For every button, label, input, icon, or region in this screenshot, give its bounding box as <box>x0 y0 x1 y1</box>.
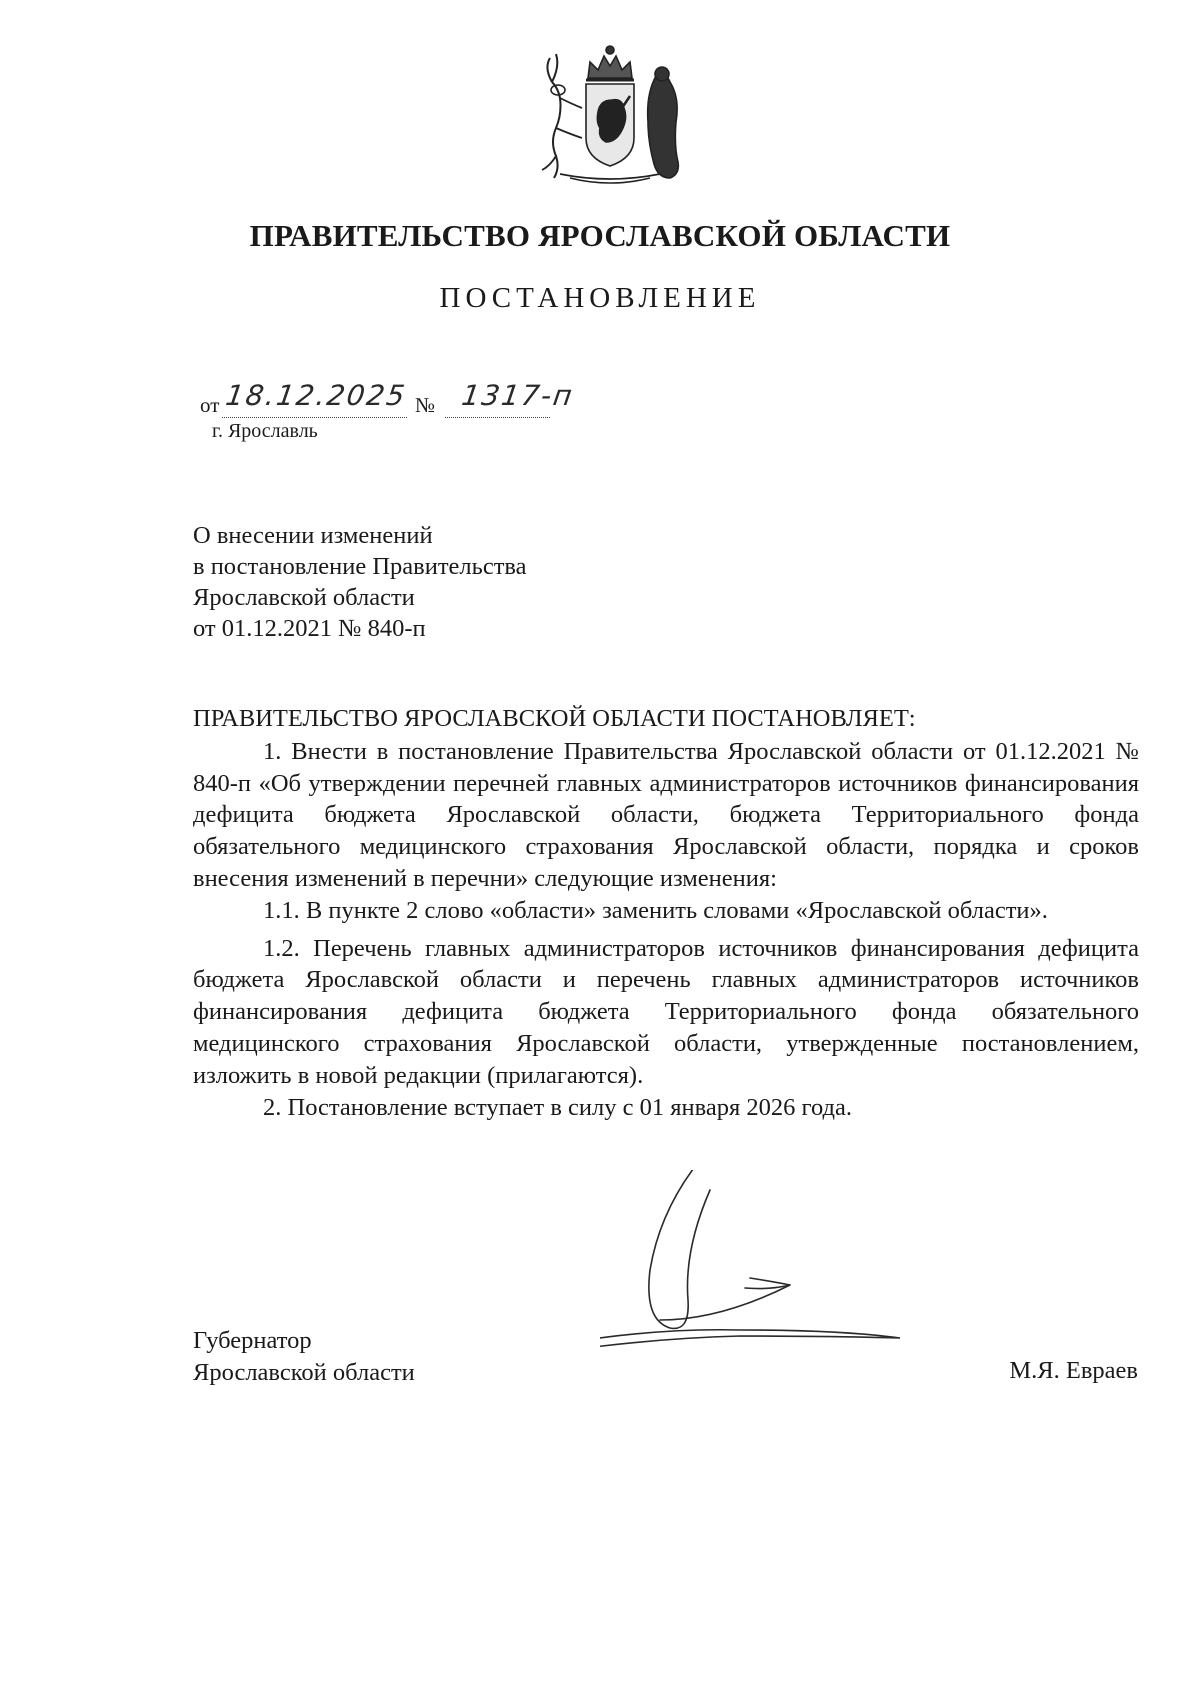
number-prefix: № <box>415 393 436 417</box>
city-line: г. Ярославль <box>212 420 318 442</box>
document-subject <box>193 520 527 644</box>
paragraph-2: 2. Постановление вступает в силу с 01 января 2026 года. <box>263 1093 852 1121</box>
position-line: Ярославской области <box>193 1359 415 1386</box>
signer-name: М.Я. Евраев <box>1009 1357 1138 1384</box>
subject-line: О внесении изменений <box>193 522 433 549</box>
subject-line: от 01.12.2021 № 840-п <box>193 615 426 642</box>
paragraph-1-1: 1.1. В пункте 2 слово «области» заменить словами «Ярославской области». <box>263 896 1048 924</box>
date-prefix: от <box>200 393 220 417</box>
organization-title: ПРАВИТЕЛЬСТВО ЯРОСЛАВСКОЙ ОБЛАСТИ <box>249 218 951 253</box>
number-underline <box>445 417 550 418</box>
paragraph-1: 1. Внести в постановление Правительства Ярославской области от 01.12.2021 № 840-п «Об утверждении перечней главных администраторов источников финансирования дефицита бюджета Ярославской области, бюджета Территориального фонда обязательного медицинского страхования Ярославской области, порядка и сроков внесения изменений в перечни» следующие изменения: <box>193 737 1139 892</box>
decree-lead: ПРАВИТЕЛЬСТВО ЯРОСЛАВСКОЙ ОБЛАСТИ ПОСТАНОВЛЯЕТ: <box>193 705 916 732</box>
document-type: ПОСТАНОВЛЕНИЕ <box>439 282 761 314</box>
handwritten-signature-icon <box>600 1170 1020 1430</box>
position-line: Губернатор <box>193 1327 312 1354</box>
registration-line <box>200 379 620 425</box>
subject-line: в постановление Правительства <box>193 553 527 580</box>
paragraph-1-2: 1.2. Перечень главных администраторов источников финансирования дефицита бюджета Ярославской области и перечень главных администраторов источников финансирования дефицита бюджета Территориального фонда обязательного медицинского страхования Ярославской области, утвержденные постановлением, изложить в новой редакции (прилагаются). <box>193 934 1139 1089</box>
date-underline <box>222 417 407 418</box>
decree-body <box>193 703 1139 1123</box>
coat-of-arms-icon <box>530 38 690 188</box>
handwritten-date: 18.12.2025 <box>223 379 409 412</box>
subject-line: Ярославской области <box>193 584 415 611</box>
handwritten-number: 1317-п <box>459 379 576 412</box>
signer-position <box>193 1325 415 1389</box>
